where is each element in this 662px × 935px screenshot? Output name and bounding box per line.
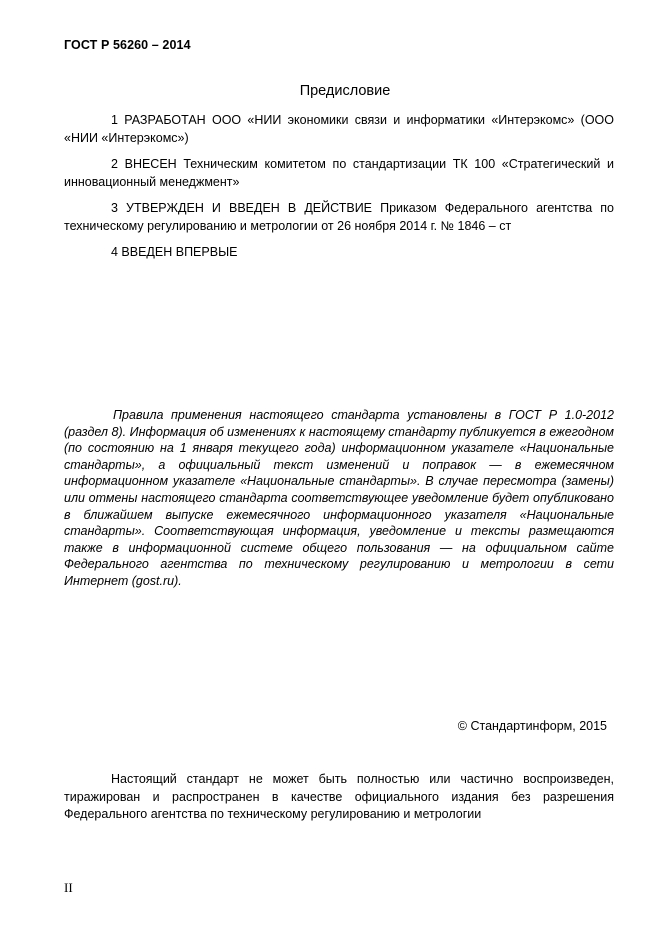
page-number: II [64, 880, 73, 895]
application-rules-notice: Правила применения настоящего стандарта установлены в ГОСТ Р 1.0-2012 (раздел 8). Информация об изменениях к настоящему стандарту публикуется в ежегодном (по состоянию на 1 января текущего года) информационном указателе «Национальные стандарты», а официальный текст изменений и поправок — в ежемесячном информационном указателе «Национальные стандарты». В случае пересмотра (замены) или отмены настоящего стандарта соответствующее уведомление будет опубликовано в ближайшем выпуске ежемесячного информационного указателя «Национальные стандарты». Соответствующая информация, уведомление и тексты размещаются также в информационной системе общего пользования — на официальном сайте Федерального агентства по техническому регулированию и метрологии в сети Интернет (gost.ru). [64, 408, 614, 588]
document-header: ГОСТ Р 56260 – 2014 [64, 38, 191, 52]
preface-item-developed: 1 РАЗРАБОТАН ООО «НИИ экономики связи и информатики «Интерэкомс» (ООО «НИИ «Интерэкомс») [64, 113, 614, 145]
reproduction-notice: Настоящий стандарт не может быть полностью или частично воспроизведен, тиражирован и распространен в качестве официального издания без разрешения Федерального агентства по техническому регулированию и метрологии [64, 772, 614, 821]
preface-item-first-introduced: 4 ВВЕДЕН ВПЕРВЫЕ [111, 245, 238, 259]
copyright-line: © Стандартинформ, 2015 [457, 719, 607, 733]
preface-title: Предисловие [299, 83, 391, 99]
preface-item-submitted: 2 ВНЕСЕН Техническим комитетом по стандартизации ТК 100 «Стратегический и инновационный менеджмент» [64, 157, 614, 189]
preface-item-approved: 3 УТВЕРЖДЕН И ВВЕДЕН В ДЕЙСТВИЕ Приказом Федерального агентства по техническому регулированию и метрологии от 26 ноября 2014 г. № 1846 – ст [64, 201, 614, 233]
